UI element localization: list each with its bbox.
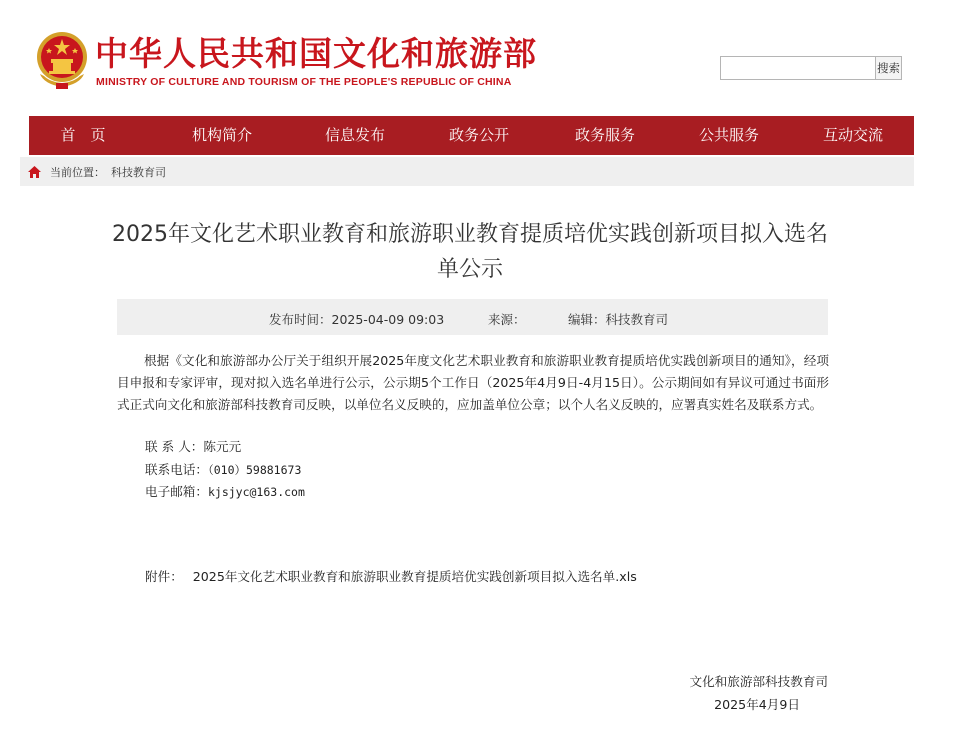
- contact-phone: [145, 459, 301, 478]
- signature-org: 文化和旅游部科技教育司: [689, 674, 828, 689]
- site-header: [0, 0, 964, 115]
- signature-date: 2025年4月9日: [714, 697, 800, 712]
- attachment: [145, 566, 637, 585]
- site-title[interactable]: 中华人民共和国文化和旅游部: [95, 34, 537, 73]
- attachment-link[interactable]: 2025年文化艺术职业教育和旅游职业教育提质培优实践创新项目拟入选名单.xls: [192, 569, 637, 584]
- site-subtitle: MINISTRY OF CULTURE AND TOURISM OF THE PEOPLE'S REPUBLIC OF CHINA: [96, 76, 512, 88]
- contact-person-value: 陈元元: [203, 439, 242, 454]
- contact-email: [145, 481, 305, 500]
- nav-item-home[interactable]: 首 页: [60, 126, 106, 144]
- contact-person-label: 联 系 人：: [145, 439, 204, 454]
- nav-item-news[interactable]: 信息发布: [324, 126, 385, 144]
- nav-item-gov-affairs[interactable]: 政务公开: [448, 126, 509, 144]
- article-body: 根据《文化和旅游部办公厅关于组织开展2025年度文化艺术职业教育和旅游职业教育提质培优实践创新项目的通知》，经项目申报和专家评审，现对拟入选名单进行公示，公示期5个工作日（2025年4月9日-4月15日）。公示期间如有异议可通过书面形式正式向文化和旅游部科技教育司反映，以单位名义反映的，应加盖单位公章；以个人名义反映的，应署真实姓名及联系方式。: [117, 353, 829, 412]
- contact-email-value: kjsjyc@163.com: [207, 485, 305, 499]
- breadcrumb-current[interactable]: 科技教育司: [111, 166, 166, 179]
- national-emblem-icon[interactable]: [34, 30, 90, 90]
- contact-email-label: 电子邮箱：: [145, 484, 208, 499]
- article-title: 2025年文化艺术职业教育和旅游职业教育提质培优实践创新项目拟入选名单公示: [112, 222, 828, 282]
- search-box: [720, 56, 902, 80]
- contact-phone-value: （010）59881673: [207, 463, 302, 477]
- breadcrumb-label: 当前位置：: [50, 166, 105, 179]
- breadcrumb: [20, 157, 914, 186]
- search-input[interactable]: [720, 56, 875, 80]
- main-nav: [29, 116, 914, 155]
- publish-time: 发布时间：2025-04-09 09:03: [269, 312, 445, 327]
- contact-phone-label: 联系电话：: [145, 462, 208, 477]
- search-button[interactable]: 搜索: [875, 56, 902, 80]
- article-meta: [117, 299, 828, 335]
- contact-person: [145, 436, 241, 455]
- source-label: 来源：: [488, 312, 526, 327]
- nav-item-public-services[interactable]: 公共服务: [698, 126, 759, 144]
- nav-item-about[interactable]: 机构简介: [191, 126, 252, 144]
- editor-label: 编辑：科技教育司: [568, 312, 669, 327]
- attachment-label: 附件：: [145, 569, 183, 584]
- nav-item-gov-services[interactable]: 政务服务: [574, 126, 635, 144]
- nav-item-interaction[interactable]: 互动交流: [822, 126, 883, 144]
- home-icon[interactable]: [28, 166, 41, 178]
